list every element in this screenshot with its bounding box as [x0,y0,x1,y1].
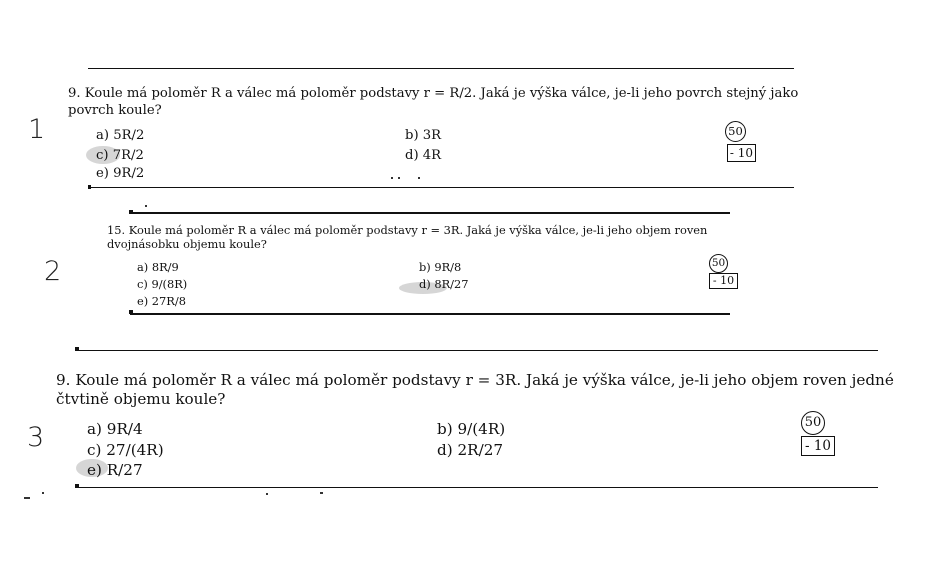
scan-mark [418,177,420,179]
q2-option-d: d) 8R/27 [419,277,469,291]
points-circle-3: 50 [801,411,825,435]
q3-option-a: a) 9R/4 [87,420,143,438]
question-1-text: 9. Koule má poloměr R a válec má poloměr podstavy r = R/2. Jaká je výška válce, je-li jeho povrch stejný jako povrch koule? [68,86,799,118]
block-2-bottom-rule [130,313,730,315]
corner-mark [129,310,133,314]
block-3-bottom-rule [76,487,878,488]
penalty-box-2: - 10 [709,273,738,289]
q1-option-b: b) 3R [405,128,442,143]
top-rule [88,68,794,69]
points-circle-2: 50 [709,254,728,273]
block-3-top-rule [76,350,878,351]
corner-mark [75,347,79,351]
question-3-text: 9. Koule má poloměr R a válec má poloměr podstavy r = 3R. Jaká je výška válce, je-li jeho objem roven jedné čtvtině objemu koule? [56,371,894,408]
scan-mark [391,177,393,179]
q1-option-a: a) 5R/2 [96,128,145,143]
penalty-box-3: - 10 [801,436,835,456]
scan-mark [42,492,44,494]
scan-mark [398,177,400,179]
q2-option-b: b) 9R/8 [419,260,462,274]
q2-option-a: a) 8R/9 [137,260,179,274]
penalty-box-1: - 10 [727,144,756,162]
q2-option-c: c) 9/(8R) [137,277,188,291]
q3-option-d: d) 2R/27 [437,441,504,459]
q3-option-b: b) 9/(4R) [437,420,506,438]
q3-option-e: e) R/27 [87,461,143,479]
block-label-3: 3 [27,422,45,453]
corner-mark [75,484,79,488]
scan-mark [145,205,147,207]
block-label-1: 1 [28,114,46,145]
q1-option-e: e) 9R/2 [96,166,145,181]
scan-mark [320,492,323,494]
q1-option-d: d) 4R [405,148,442,163]
q3-option-c: c) 27/(4R) [87,441,164,459]
scan-mark [24,497,30,499]
corner-mark [88,185,91,189]
points-circle-1: 50 [725,121,746,142]
q2-option-e: e) 27R/8 [137,294,186,308]
scan-mark [266,493,268,495]
block-label-2: 2 [44,256,62,287]
q1-option-c: c) 7R/2 [96,148,144,163]
corner-mark [129,210,133,214]
block-2-top-rule [130,212,730,214]
block-1-bottom-rule [88,187,794,188]
question-2-text: 15. Koule má poloměr R a válec má poloměr podstavy r = 3R. Jaká je výška válce, je-li jeho objem roven dvojnásobku objemu koule? [107,223,708,252]
